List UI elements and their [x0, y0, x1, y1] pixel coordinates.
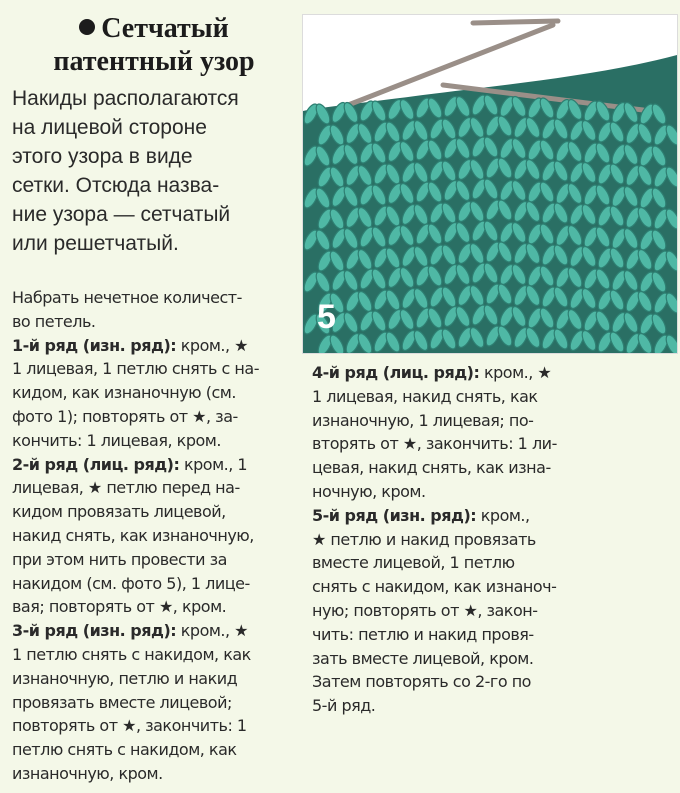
row-heading: 5-й ряд (изн. ряд): [312, 505, 477, 525]
instruction-line [12, 548, 302, 572]
instruction-text: ночную, кром. [312, 481, 426, 501]
instruction-text: цевая, накид снять, как изна- [312, 458, 551, 478]
instruction-line [12, 643, 302, 667]
instruction-line [12, 334, 302, 358]
instruction-line [12, 595, 302, 619]
instruction-line [312, 551, 602, 575]
instruction-line [12, 453, 302, 477]
instruction-line [312, 599, 602, 623]
instruction-text: накид снять, как изнаночную, [12, 525, 254, 545]
instruction-line [312, 623, 602, 647]
instruction-text: при этом нить провести за [12, 549, 227, 569]
instruction-text: снять с накидом, как изнаноч- [312, 577, 557, 597]
title-line-2: патентный узор [53, 46, 255, 77]
instruction-text: лицевая, ★ петлю перед на- [12, 478, 240, 498]
instruction-line [12, 691, 302, 715]
instruction-text: чить: петлю и накид провя- [312, 624, 534, 644]
instruction-line [12, 524, 302, 548]
instruction-line [12, 310, 302, 334]
instruction-text: ★ петлю и накид провязать [312, 529, 536, 549]
instruction-line [12, 286, 302, 310]
instruction-text: кром., [476, 505, 530, 525]
row-heading: 1-й ряд (изн. ряд): [12, 335, 177, 355]
instruction-text: зать вместе лицевой, кром. [312, 648, 534, 668]
instruction-line [12, 405, 302, 429]
knitted-fabric-image [303, 15, 677, 353]
title-line-1: Сетчатый [101, 13, 229, 44]
instruction-text: кидом провязать лицевой, [12, 502, 226, 522]
instruction-text: кром., ★ [479, 363, 552, 382]
instruction-text: во петель. [12, 311, 96, 331]
lead-line: или решетчатый. [12, 232, 179, 255]
instruction-text: кончить: 1 лицевая, кром. [12, 430, 221, 450]
instruction-text: кром., 1 [179, 454, 248, 474]
instruction-text: вторять от ★, закончить: 1 ли- [312, 434, 557, 454]
instruction-line [312, 575, 602, 599]
instruction-text: вместе лицевой, 1 петлю [312, 553, 515, 573]
instruction-text: ную; повторять от ★, закон- [312, 600, 538, 620]
instruction-line [12, 619, 302, 643]
row-heading: 4-й ряд (лиц. ряд): [312, 363, 480, 382]
instruction-text: Набрать нечетное количест- [12, 288, 242, 307]
instruction-line [12, 738, 302, 762]
instruction-text: петлю снять с накидом, как [12, 740, 237, 760]
instruction-line [12, 572, 302, 596]
instruction-line [312, 504, 602, 528]
instruction-line [312, 385, 602, 409]
instruction-line [12, 476, 302, 500]
instruction-text: 1 петлю снять с накидом, как [12, 644, 251, 664]
knitting-photo [302, 14, 678, 354]
instruction-text: изнаночную, кром. [12, 763, 163, 783]
lead-line: этого узора в виде [12, 145, 193, 168]
instruction-line [312, 432, 602, 456]
bullet-icon [79, 19, 95, 35]
instruction-text: повторять от ★, закончить: 1 [12, 716, 247, 736]
instruction-line [12, 429, 302, 453]
page-title [14, 12, 294, 78]
instruction-line [12, 762, 302, 786]
instruction-text: провязать вместе лицевой; [12, 692, 232, 712]
instruction-line [312, 670, 602, 694]
photo-number: 5 [317, 298, 336, 336]
instruction-line [312, 647, 602, 671]
lead-line: сетки. Отсюда назва- [12, 174, 220, 197]
lead-line: ние узора — сетчатый [12, 203, 231, 226]
instruction-text: кром., ★ [176, 621, 249, 641]
instruction-line [12, 714, 302, 738]
instruction-text: 1 лицевая, накид снять, как [312, 386, 538, 406]
instruction-text: кидом, как изнаночную (см. [12, 383, 236, 403]
row-heading: 2-й ряд (лиц. ряд): [12, 454, 180, 474]
instruction-line [312, 456, 602, 480]
instruction-text: фото 1); повторять от ★, за- [12, 406, 238, 426]
instruction-line [12, 357, 302, 381]
instruction-text: изнаночную, 1 лицевая; по- [312, 410, 534, 430]
instruction-line [12, 381, 302, 405]
instruction-line [312, 409, 602, 433]
instruction-text: кром., ★ [176, 335, 249, 355]
lead-line: Накиды располагаются [12, 87, 239, 110]
instruction-line [12, 500, 302, 524]
lead-line: на лицевой стороне [12, 116, 207, 139]
knitting-needle [473, 21, 558, 23]
instructions-left [12, 286, 302, 786]
instruction-text: 5-й ряд. [312, 696, 376, 716]
instruction-line [312, 361, 602, 385]
instruction-text: накидом (см. фото 5), 1 лице- [12, 573, 250, 593]
instruction-text: 1 лицевая, 1 петлю снять с на- [12, 359, 259, 379]
instruction-line [312, 694, 602, 718]
instruction-text: вая; повторять от ★, кром. [12, 597, 227, 617]
instruction-text: изнаночную, петлю и накид [12, 668, 238, 688]
instruction-text: Затем повторять со 2-го по [312, 672, 531, 692]
instruction-line [312, 528, 602, 552]
instruction-line [12, 667, 302, 691]
instructions-right [312, 361, 602, 718]
lead-paragraph [12, 84, 296, 258]
instruction-line [312, 480, 602, 504]
row-heading: 3-й ряд (изн. ряд): [12, 621, 177, 641]
